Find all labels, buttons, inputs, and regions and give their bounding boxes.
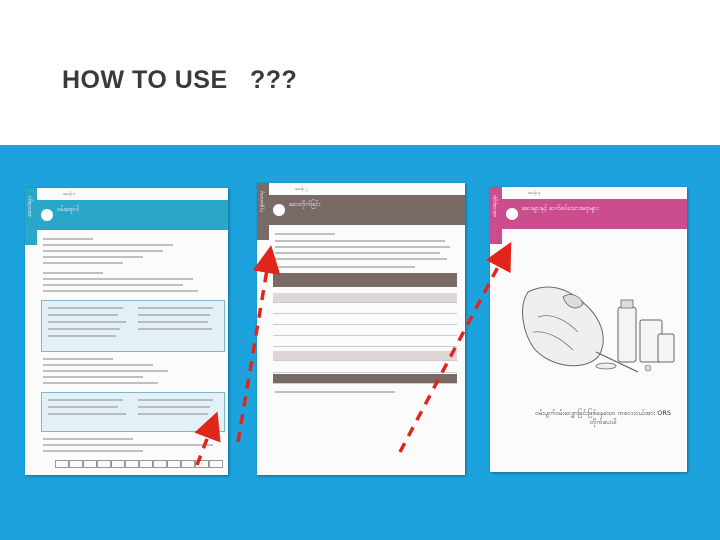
header-icon — [273, 204, 285, 216]
page-number: အခန်း ၁ — [63, 191, 76, 196]
text-line — [43, 450, 143, 452]
text-line — [275, 240, 445, 242]
text-line — [43, 290, 198, 292]
table-header — [273, 273, 457, 287]
table-row — [273, 315, 457, 325]
text-line — [275, 266, 415, 268]
text-line — [43, 262, 123, 264]
text-line — [275, 252, 440, 254]
side-tab-label: ဆေးအညွှန်း — [492, 195, 498, 217]
page-left — [25, 188, 228, 475]
text-line — [43, 284, 183, 286]
text-line — [275, 258, 447, 260]
page-header — [269, 195, 465, 225]
text-line — [43, 250, 163, 252]
table-row — [273, 337, 457, 347]
table-row — [273, 326, 457, 336]
page-number: အခန်း ၃ — [528, 190, 541, 195]
info-box — [41, 300, 225, 352]
text-line — [275, 391, 395, 393]
letter-grid — [55, 460, 223, 468]
text-line — [43, 244, 173, 246]
header-title: ဆေးများနှင့် ဆက်စပ်သောအရာများ — [522, 205, 599, 212]
table-row — [273, 304, 457, 314]
side-tab — [490, 187, 502, 244]
table-section-row — [273, 351, 457, 361]
text-line — [43, 278, 193, 280]
page-header — [502, 199, 687, 229]
page-number: အခန်း ၂ — [295, 186, 308, 191]
table-section-row — [273, 293, 457, 303]
table-row-highlight — [273, 374, 457, 384]
header-icon — [41, 209, 53, 221]
side-tab-label: ဆေးဝါးများ — [27, 196, 33, 217]
header-icon — [506, 208, 518, 220]
text-line — [43, 238, 93, 240]
info-box — [41, 392, 225, 432]
text-line — [43, 444, 213, 446]
text-line — [43, 256, 143, 258]
table-row — [273, 363, 457, 373]
page-header — [37, 200, 228, 230]
illustration-caption: ဝမ်းပျက်ဝမ်းလျှောခြင်းဖြစ်နေသော ကလေးငယ်အား ORS တိုက်ပေးပါ — [534, 409, 672, 426]
text-line — [43, 370, 168, 372]
side-tab — [257, 183, 269, 240]
medicine-illustration — [508, 262, 680, 380]
page-middle — [257, 183, 465, 475]
text-line — [43, 438, 133, 440]
text-line — [43, 272, 103, 274]
text-line — [275, 246, 450, 248]
page-right — [490, 187, 687, 472]
text-line — [43, 376, 143, 378]
side-tab-label: ကျန်းမာရေး — [259, 191, 265, 213]
side-tab — [25, 188, 37, 245]
slide-title: HOW TO USE ??? — [62, 66, 298, 94]
text-line — [43, 358, 113, 360]
text-line — [43, 364, 153, 366]
header-title: ဆေးတိုက်ခြင်း — [289, 201, 321, 208]
header-title: ဝမ်းရောဂါ — [57, 206, 79, 213]
text-line — [275, 233, 335, 235]
text-line — [43, 382, 158, 384]
